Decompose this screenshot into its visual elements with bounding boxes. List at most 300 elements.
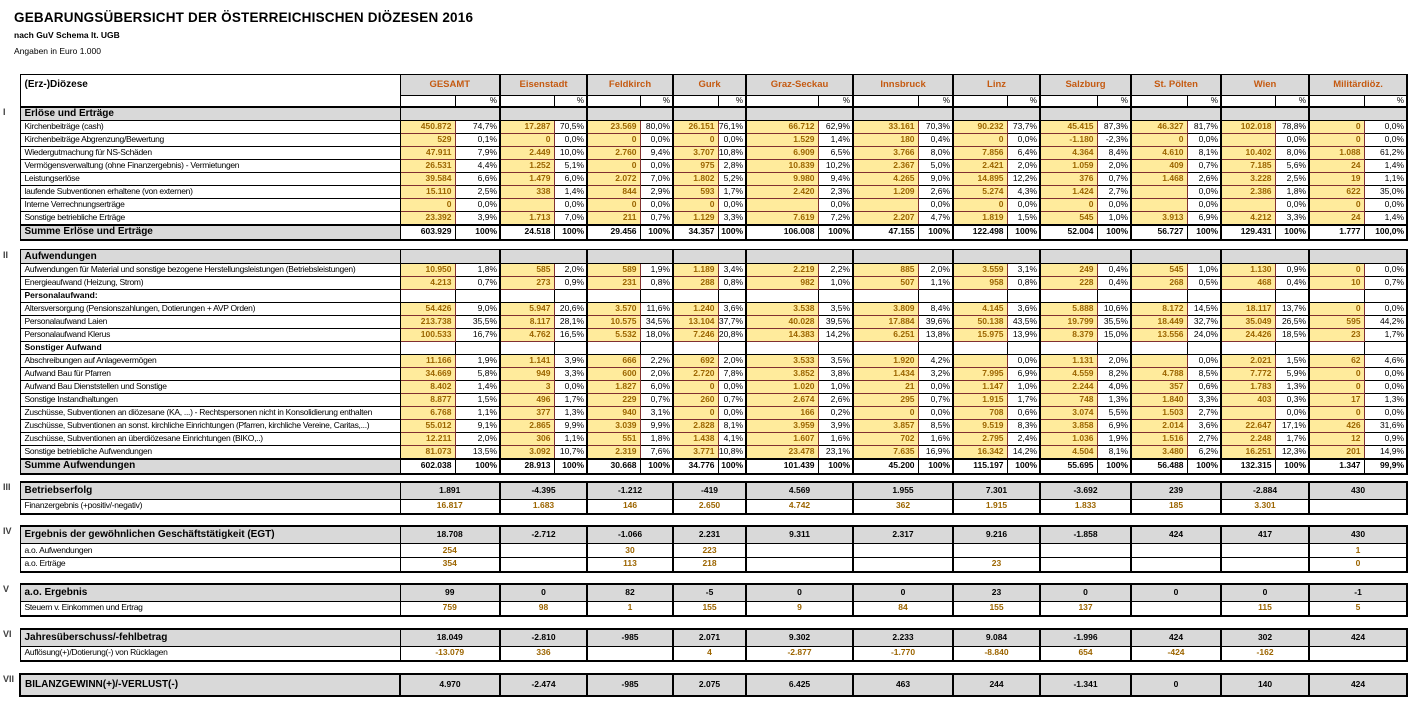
value-cell: 14.895 [953, 173, 1007, 186]
value-cell: 90.232 [953, 121, 1007, 134]
value-cell: 0 [853, 407, 918, 420]
final-value-cell: -985 [587, 674, 673, 696]
sum-value-cell: 115.197 [953, 459, 1007, 474]
row-label: Personalaufwand: [20, 290, 400, 303]
sub-value-cell: -2.877 [746, 647, 853, 661]
percent-cell: 1,5% [1275, 355, 1309, 368]
section-header-cell [1131, 250, 1221, 264]
percent-cell: 0,4% [918, 134, 953, 147]
table-row [2, 173, 1407, 186]
value-cell: 47.911 [400, 147, 455, 160]
percent-symbol-cell: % [1007, 96, 1040, 107]
summary-value-cell: 302 [1221, 629, 1309, 647]
summary-value-cell: -2.810 [500, 629, 587, 647]
value-cell: 1.438 [673, 433, 718, 446]
numeral-spacer [2, 277, 20, 290]
section-header-cell [1221, 107, 1309, 121]
percent-spacer-cell [853, 96, 918, 107]
percent-cell: 62,9% [818, 121, 853, 134]
percent-spacer-cell [673, 96, 718, 107]
value-cell: 13.104 [673, 316, 718, 329]
sum-percent-cell: 100% [640, 459, 673, 474]
percent-cell: 0,0% [1275, 407, 1309, 420]
value-cell: 1.783 [1221, 381, 1275, 394]
section-header-cell [1221, 250, 1309, 264]
section-gap [2, 661, 1407, 674]
row-label: a.o. Aufwendungen [20, 544, 400, 558]
value-cell: 24 [1309, 212, 1364, 225]
value-cell: 1.252 [500, 160, 554, 173]
sum-percent-cell: 100,0% [1364, 225, 1407, 240]
final-value-cell: -1.341 [1040, 674, 1131, 696]
value-cell: 3.538 [746, 303, 818, 316]
percent-cell: 1,5% [1007, 212, 1040, 225]
percent-cell: 4,2% [918, 355, 953, 368]
sum-value-cell: 56.727 [1131, 225, 1187, 240]
value-cell: 3.074 [1040, 407, 1097, 420]
value-cell: 249 [1040, 264, 1097, 277]
row-label: Interne Verrechnungserträge [20, 199, 400, 212]
column-header-eisenstadt: Eisenstadt [500, 75, 587, 96]
value-cell: 507 [853, 277, 918, 290]
percent-cell: 1,0% [1097, 212, 1131, 225]
sum-value-cell: 603.929 [400, 225, 455, 240]
percent-cell: 9,0% [455, 303, 500, 316]
table-row [2, 407, 1407, 420]
percent-cell: 10,0% [554, 147, 587, 160]
value-cell: 2.014 [1131, 420, 1187, 433]
percent-cell: 2,8% [718, 160, 746, 173]
percent-cell: 0,8% [640, 277, 673, 290]
percent-cell: 0,0% [1364, 121, 1407, 134]
sub-value-cell: -1.770 [853, 647, 953, 661]
percent-cell: 20,6% [554, 303, 587, 316]
sub-value-cell [1221, 558, 1309, 572]
percent-cell: 0,0% [1275, 134, 1309, 147]
value-cell: 1.141 [500, 355, 554, 368]
value-cell: 260 [673, 394, 718, 407]
percent-cell: 2,6% [1187, 173, 1221, 186]
summary-value-cell: 7.301 [953, 482, 1040, 500]
final-value-cell: 2.075 [673, 674, 746, 696]
percent-cell: 6,9% [1187, 212, 1221, 225]
value-cell: 0 [400, 199, 455, 212]
percent-cell: 1,4% [818, 134, 853, 147]
value-cell [1221, 199, 1275, 212]
value-cell: 2.760 [587, 147, 640, 160]
percent-cell: 2,5% [455, 186, 500, 199]
row-label: Kirchenbeiträge (cash) [20, 121, 400, 134]
sub-value-cell: 218 [673, 558, 746, 572]
value-cell: 7.995 [953, 368, 1007, 381]
value-cell: 10.575 [587, 316, 640, 329]
section-title: Aufwendungen [20, 250, 400, 264]
sub-value-cell: 336 [500, 647, 587, 661]
percent-cell: 0,0% [718, 199, 746, 212]
sub-value-cell: 185 [1131, 500, 1221, 514]
percent-cell: 3,3% [718, 212, 746, 225]
summary-value-cell: -1 [1309, 584, 1407, 602]
table-row [2, 394, 1407, 407]
percent-spacer-cell [587, 96, 640, 107]
table-row [2, 368, 1407, 381]
summary-sub-row [2, 558, 1407, 572]
empty-cell [1187, 290, 1221, 303]
percent-cell: 1,7% [1275, 433, 1309, 446]
percent-cell: 1,3% [1275, 381, 1309, 394]
value-cell: 7.635 [853, 446, 918, 459]
sub-value-cell: 4.742 [746, 500, 853, 514]
sub-value-cell [746, 558, 853, 572]
value-cell: 2.421 [953, 160, 1007, 173]
summary-value-cell: 9.311 [746, 526, 853, 544]
value-cell: 4.364 [1040, 147, 1097, 160]
value-cell: 229 [587, 394, 640, 407]
percent-cell: 3,9% [818, 420, 853, 433]
sum-value-cell: 30.668 [587, 459, 640, 474]
numeral-spacer [2, 355, 20, 368]
percent-cell: 0,0% [554, 381, 587, 394]
numeral-spacer [2, 500, 20, 514]
empty-cell [1131, 290, 1187, 303]
value-cell: -1.180 [1040, 134, 1097, 147]
section-title: Ergebnis der gewöhnlichen Geschäftstätigkeit (EGT) [20, 526, 400, 544]
summary-value-cell: -1.858 [1040, 526, 1131, 544]
numeral-spacer [2, 303, 20, 316]
percent-cell: 1,8% [640, 433, 673, 446]
value-cell: 666 [587, 355, 640, 368]
percent-cell: 12,2% [1007, 173, 1040, 186]
spacer-row [2, 572, 1407, 584]
percent-symbol-cell: % [718, 96, 746, 107]
value-cell: 551 [587, 433, 640, 446]
value-cell: 545 [1040, 212, 1097, 225]
value-cell: 0 [1309, 134, 1364, 147]
summary-value-cell: 417 [1221, 526, 1309, 544]
value-cell: 0 [953, 199, 1007, 212]
value-cell: 16.342 [953, 446, 1007, 459]
summary-value-cell: 2.071 [673, 629, 746, 647]
value-cell: 0 [1309, 381, 1364, 394]
numeral-spacer [2, 602, 20, 616]
percent-cell: 5,8% [455, 368, 500, 381]
percent-cell: 0,0% [1364, 381, 1407, 394]
diocese-finance-table [2, 74, 1408, 697]
section-header-cell [673, 107, 746, 121]
empty-cell [455, 342, 500, 355]
value-cell: 23.478 [746, 446, 818, 459]
sum-value-cell: 1.777 [1309, 225, 1364, 240]
sum-percent-cell: 100% [918, 459, 953, 474]
column-header-innsbruck: Innsbruck [853, 75, 953, 96]
final-value-cell: 6.425 [746, 674, 853, 696]
value-cell: 4.788 [1131, 368, 1187, 381]
section-header-cell [1040, 107, 1131, 121]
section-header-cell [953, 107, 1040, 121]
row-label: Personalaufwand Klerus [20, 329, 400, 342]
sub-value-cell: 5 [1309, 602, 1407, 616]
table-row [2, 277, 1407, 290]
percent-cell: 1,1% [1364, 173, 1407, 186]
numeral-spacer [2, 264, 20, 277]
empty-cell [1221, 290, 1275, 303]
value-cell: 3.809 [853, 303, 918, 316]
percent-cell: 3,6% [1187, 420, 1221, 433]
value-cell: 1.059 [1040, 160, 1097, 173]
percent-cell: 80,0% [640, 121, 673, 134]
percent-cell: 6,0% [554, 173, 587, 186]
summary-value-cell: -419 [673, 482, 746, 500]
row-label: Zuschüsse, Subventionen an sonst. kirchliche Einrichtungen (Pfarren, kirchliche Vereine, Caritas,...) [20, 420, 400, 433]
value-cell: 949 [500, 368, 554, 381]
value-cell: 50.138 [953, 316, 1007, 329]
section-header-cell [1309, 107, 1407, 121]
page-title: GEBARUNGSÜBERSICHT DER ÖSTERREICHISCHEN DIÖZESEN 2016 [14, 10, 474, 25]
sum-value-cell: 45.200 [853, 459, 918, 474]
value-cell: 2.021 [1221, 355, 1275, 368]
value-cell: 622 [1309, 186, 1364, 199]
value-cell: 8.379 [1040, 329, 1097, 342]
percent-cell: 6,9% [1097, 420, 1131, 433]
percent-cell: 16,7% [455, 329, 500, 342]
value-cell: 7.619 [746, 212, 818, 225]
section-header-cell [746, 250, 853, 264]
sum-value-cell: 1.347 [1309, 459, 1364, 474]
value-cell: 23 [1309, 329, 1364, 342]
percent-cell: 2,9% [640, 186, 673, 199]
section-header-cell [953, 250, 1040, 264]
value-cell: 885 [853, 264, 918, 277]
summary-value-cell: 1.955 [853, 482, 953, 500]
value-cell: 0 [1131, 134, 1187, 147]
percent-cell: 0,7% [1187, 160, 1221, 173]
summary-value-cell: 0 [746, 584, 853, 602]
title-block [0, 0, 1417, 56]
percent-cell: 1,4% [554, 186, 587, 199]
value-cell: 0 [673, 199, 718, 212]
empty-cell [853, 290, 918, 303]
percent-cell: 0,0% [1187, 186, 1221, 199]
summary-value-cell: 9.084 [953, 629, 1040, 647]
value-cell: 16.251 [1221, 446, 1275, 459]
percent-cell: 3,3% [1275, 212, 1309, 225]
value-cell: 8.877 [400, 394, 455, 407]
table-row [2, 147, 1407, 160]
value-cell: 3.570 [587, 303, 640, 316]
value-cell: 1.819 [953, 212, 1007, 225]
percent-cell: 4,0% [1097, 381, 1131, 394]
value-cell: 9.519 [953, 420, 1007, 433]
numeral-spacer [2, 316, 20, 329]
section-header-cell [400, 107, 500, 121]
value-cell: 2.248 [1221, 433, 1275, 446]
summary-value-cell: -3.692 [1040, 482, 1131, 500]
value-cell: 6.909 [746, 147, 818, 160]
value-cell: 7.772 [1221, 368, 1275, 381]
sub-value-cell: 4 [673, 647, 746, 661]
summary-sub-row [2, 500, 1407, 514]
table-row [2, 160, 1407, 173]
row-label: Aufwendungen für Material und sonstige bezogene Herstellungsleistungen (Betriebsleistungen) [20, 264, 400, 277]
value-cell: 0 [1309, 368, 1364, 381]
sum-percent-cell: 100% [818, 459, 853, 474]
percent-cell: 0,0% [1275, 199, 1309, 212]
value-cell: 10 [1309, 277, 1364, 290]
summary-value-cell: 23 [953, 584, 1040, 602]
percent-cell: 13,8% [918, 329, 953, 342]
value-cell: 0 [1309, 121, 1364, 134]
percent-cell: 18,5% [1275, 329, 1309, 342]
summary-value-cell: 99 [400, 584, 500, 602]
value-cell: 13.556 [1131, 329, 1187, 342]
sum-percent-cell: 100% [1275, 225, 1309, 240]
value-cell: 0 [587, 134, 640, 147]
empty-cell [400, 290, 455, 303]
value-cell: 12 [1309, 433, 1364, 446]
value-cell: 1.036 [1040, 433, 1097, 446]
empty-cell [587, 290, 640, 303]
empty-cell [500, 342, 554, 355]
summary-value-cell: -2.712 [500, 526, 587, 544]
value-cell: 7.185 [1221, 160, 1275, 173]
sum-percent-cell: 100% [1097, 459, 1131, 474]
percent-cell: 32,7% [1187, 316, 1221, 329]
summary-value-cell: 0 [500, 584, 587, 602]
value-cell: 2.072 [587, 173, 640, 186]
value-cell: 5.888 [1040, 303, 1097, 316]
percent-cell: 10,7% [554, 446, 587, 459]
numeral-spacer [2, 160, 20, 173]
value-cell: 2.244 [1040, 381, 1097, 394]
percent-symbol-cell: % [1364, 96, 1407, 107]
percent-cell: 5,1% [554, 160, 587, 173]
percent-cell: 14,9% [1364, 446, 1407, 459]
percent-cell: 12,3% [1275, 446, 1309, 459]
percent-cell: 0,4% [1097, 264, 1131, 277]
empty-cell [953, 342, 1007, 355]
percent-cell: 3,3% [554, 368, 587, 381]
value-cell: 748 [1040, 394, 1097, 407]
percent-cell: 8,0% [918, 147, 953, 160]
percent-cell: 0,7% [455, 277, 500, 290]
value-cell: 958 [953, 277, 1007, 290]
numeral-spacer [2, 212, 20, 225]
percent-cell: 9,0% [918, 173, 953, 186]
percent-cell: 0,5% [1187, 277, 1221, 290]
empty-cell [953, 290, 1007, 303]
sub-value-cell [1131, 558, 1221, 572]
value-cell: 529 [400, 134, 455, 147]
percent-cell: 78,8% [1275, 121, 1309, 134]
percent-cell: 13,9% [1007, 329, 1040, 342]
value-cell: 600 [587, 368, 640, 381]
sub-value-cell [1040, 544, 1131, 558]
empty-cell [554, 342, 587, 355]
sub-value-cell: -8.840 [953, 647, 1040, 661]
percent-cell: 3,5% [818, 303, 853, 316]
percent-cell: 8,1% [1097, 446, 1131, 459]
sub-value-cell: 98 [500, 602, 587, 616]
percent-cell: 0,0% [455, 199, 500, 212]
row-label: Sonstige Instandhaltungen [20, 394, 400, 407]
percent-cell: 0,0% [1007, 134, 1040, 147]
section-gap [2, 616, 1407, 629]
value-cell: 23.392 [400, 212, 455, 225]
percent-cell: 23,1% [818, 446, 853, 459]
empty-cell [640, 290, 673, 303]
value-cell: 3.559 [953, 264, 1007, 277]
value-cell: 377 [500, 407, 554, 420]
table-row [2, 316, 1407, 329]
value-cell: 6.251 [853, 329, 918, 342]
percent-cell: 7,0% [554, 212, 587, 225]
summary-value-cell: 18.049 [400, 629, 500, 647]
value-cell: 45.415 [1040, 121, 1097, 134]
percent-cell: 13,7% [1275, 303, 1309, 316]
percent-cell: 4,4% [455, 160, 500, 173]
column-header-stplten: St. Pölten [1131, 75, 1221, 96]
percent-cell: 0,9% [1364, 433, 1407, 446]
summary-value-cell: 424 [1131, 629, 1221, 647]
percent-cell: 1,0% [818, 277, 853, 290]
percent-cell: 2,3% [818, 186, 853, 199]
value-cell: 545 [1131, 264, 1187, 277]
empty-cell [673, 342, 718, 355]
summary-sub-row [2, 647, 1407, 661]
value-cell [1221, 134, 1275, 147]
percent-cell: 6,6% [455, 173, 500, 186]
value-cell: 18.449 [1131, 316, 1187, 329]
percent-cell: 6,0% [640, 381, 673, 394]
percent-cell: 1,8% [1275, 186, 1309, 199]
sum-percent-cell: 100% [554, 225, 587, 240]
value-cell: 17 [1309, 394, 1364, 407]
value-cell: 268 [1131, 277, 1187, 290]
table-row [2, 420, 1407, 433]
value-cell: 14.383 [746, 329, 818, 342]
section-header-cell [1131, 107, 1221, 121]
percent-cell: 6,2% [1187, 446, 1221, 459]
sum-row-label: Summe Aufwendungen [20, 459, 400, 474]
value-cell: 0 [673, 407, 718, 420]
empty-cell [746, 342, 818, 355]
value-cell: 17.884 [853, 316, 918, 329]
percent-cell: 8,4% [1097, 147, 1131, 160]
empty-cell [1309, 290, 1364, 303]
percent-cell: 0,0% [640, 199, 673, 212]
value-cell: 0 [1309, 264, 1364, 277]
row-label: Auflösung(+)/Dotierung(-) von Rücklagen [20, 647, 400, 661]
value-cell: 3.852 [746, 368, 818, 381]
sub-value-cell [1221, 544, 1309, 558]
value-cell: 34.669 [400, 368, 455, 381]
summary-sub-row [2, 544, 1407, 558]
percent-cell: 5,5% [1097, 407, 1131, 420]
percent-symbol-cell: % [1275, 96, 1309, 107]
value-cell: 0 [673, 134, 718, 147]
percent-symbol-cell: % [1097, 96, 1131, 107]
roman-numeral: II [2, 250, 20, 264]
section-header-cell [587, 107, 673, 121]
percent-cell: 8,5% [1187, 368, 1221, 381]
percent-symbol-cell: % [554, 96, 587, 107]
final-value-cell: 424 [1309, 674, 1407, 696]
summary-value-cell: 430 [1309, 526, 1407, 544]
percent-cell: 1,5% [455, 394, 500, 407]
percent-cell: 5,6% [1275, 160, 1309, 173]
percent-spacer-cell [500, 96, 554, 107]
summary-value-cell: 424 [1309, 629, 1407, 647]
